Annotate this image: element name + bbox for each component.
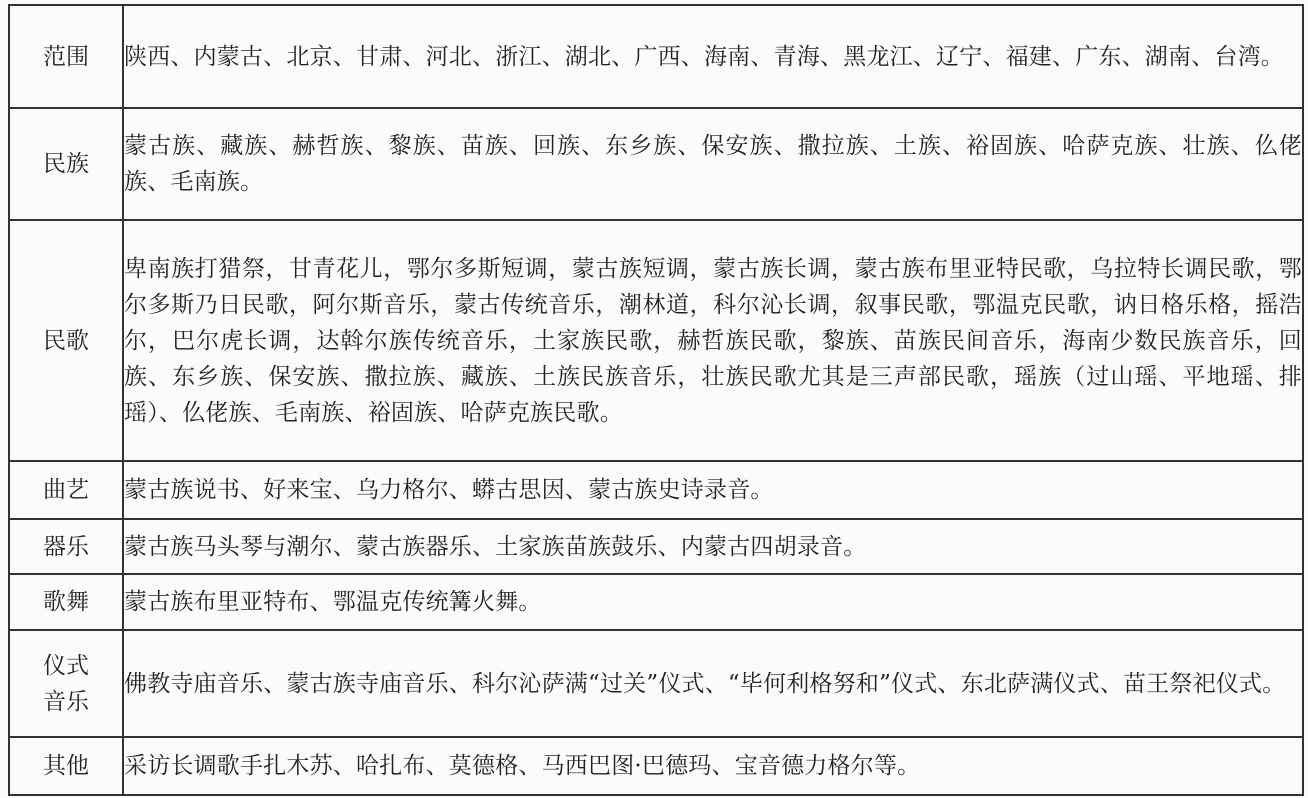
row-label-text: 民歌 bbox=[43, 327, 89, 354]
row-label-song-dance bbox=[9, 574, 123, 630]
music-archive-table bbox=[8, 4, 1304, 796]
table-row-quyi bbox=[9, 461, 1303, 519]
table-row-ritual-music bbox=[9, 630, 1303, 737]
row-label-instrumental bbox=[9, 519, 123, 574]
row-label-text: 器乐 bbox=[43, 533, 89, 560]
table-row-scope bbox=[9, 5, 1303, 108]
row-label-text: 范围 bbox=[43, 43, 89, 70]
row-content-other: 采访长调歌手扎木苏、哈扎布、莫德格、马西巴图·巴德玛、宝音德力格尔等。 bbox=[123, 737, 1303, 795]
row-label-text: 仪式 bbox=[43, 652, 89, 679]
row-label-text: 曲艺 bbox=[43, 477, 89, 503]
row-content-ethnic-groups: 蒙古族、藏族、赫哲族、黎族、苗族、回族、东乡族、保安族、撒拉族、土族、裕固族、哈萨克族、壮族、仫佬族、毛南族。 bbox=[123, 108, 1303, 220]
row-label-ritual-music bbox=[9, 630, 123, 737]
table-row-folk-songs bbox=[9, 220, 1303, 461]
table-row-song-dance bbox=[9, 574, 1303, 630]
row-content-instrumental: 蒙古族马头琴与潮尔、蒙古族器乐、土家族苗族鼓乐、内蒙古四胡录音。 bbox=[123, 519, 1303, 574]
row-label-quyi bbox=[9, 461, 123, 519]
row-label-text: 歌舞 bbox=[43, 589, 89, 615]
table-row-instrumental bbox=[9, 519, 1303, 574]
row-label-scope bbox=[9, 5, 123, 108]
row-label-folk-songs bbox=[9, 220, 123, 461]
row-content-quyi: 蒙古族说书、好来宝、乌力格尔、蟒古思因、蒙古族史诗录音。 bbox=[123, 461, 1303, 519]
row-content-song-dance: 蒙古族布里亚特布、鄂温克传统篝火舞。 bbox=[123, 574, 1303, 630]
table-row-ethnic-groups bbox=[9, 108, 1303, 220]
row-content-folk-songs: 卑南族打猎祭，甘青花儿，鄂尔多斯短调，蒙古族短调，蒙古族长调，蒙古族布里亚特民歌，乌拉特长调民歌，鄂尔多斯乃日民歌，阿尔斯音乐，蒙古传统音乐，潮林道，科尔沁长调，叙事民歌，鄂温克民歌，讷日格乐格，摇浩尔，巴尔虎长调，达斡尔族传统音乐，土家族民歌，赫哲族民歌，黎族、苗族民间音乐，海南少数民族音乐，回族、东乡族、保安族、撒拉族、藏族、土族民族音乐，壮族民歌尤其是三声部民歌，瑶族（过山瑶、平地瑶、排瑶）、仫佬族、毛南族、裕固族、哈萨克族民歌。 bbox=[123, 220, 1303, 461]
table-row-other bbox=[9, 737, 1303, 795]
row-content-ritual-music: 佛教寺庙音乐、蒙古族寺庙音乐、科尔沁萨满“过关”仪式、“毕何利格努和”仪式、东北萨满仪式、苗王祭祀仪式。 bbox=[123, 630, 1303, 737]
row-label-other bbox=[9, 737, 123, 795]
row-label-text: 音乐 bbox=[43, 688, 89, 715]
row-content-scope: 陕西、内蒙古、北京、甘肃、河北、浙江、湖北、广西、海南、青海、黑龙江、辽宁、福建、广东、湖南、台湾。 bbox=[123, 5, 1303, 108]
row-label-text: 民族 bbox=[43, 151, 89, 177]
row-label-text: 其他 bbox=[43, 753, 89, 779]
row-label-ethnic-groups bbox=[9, 108, 123, 220]
